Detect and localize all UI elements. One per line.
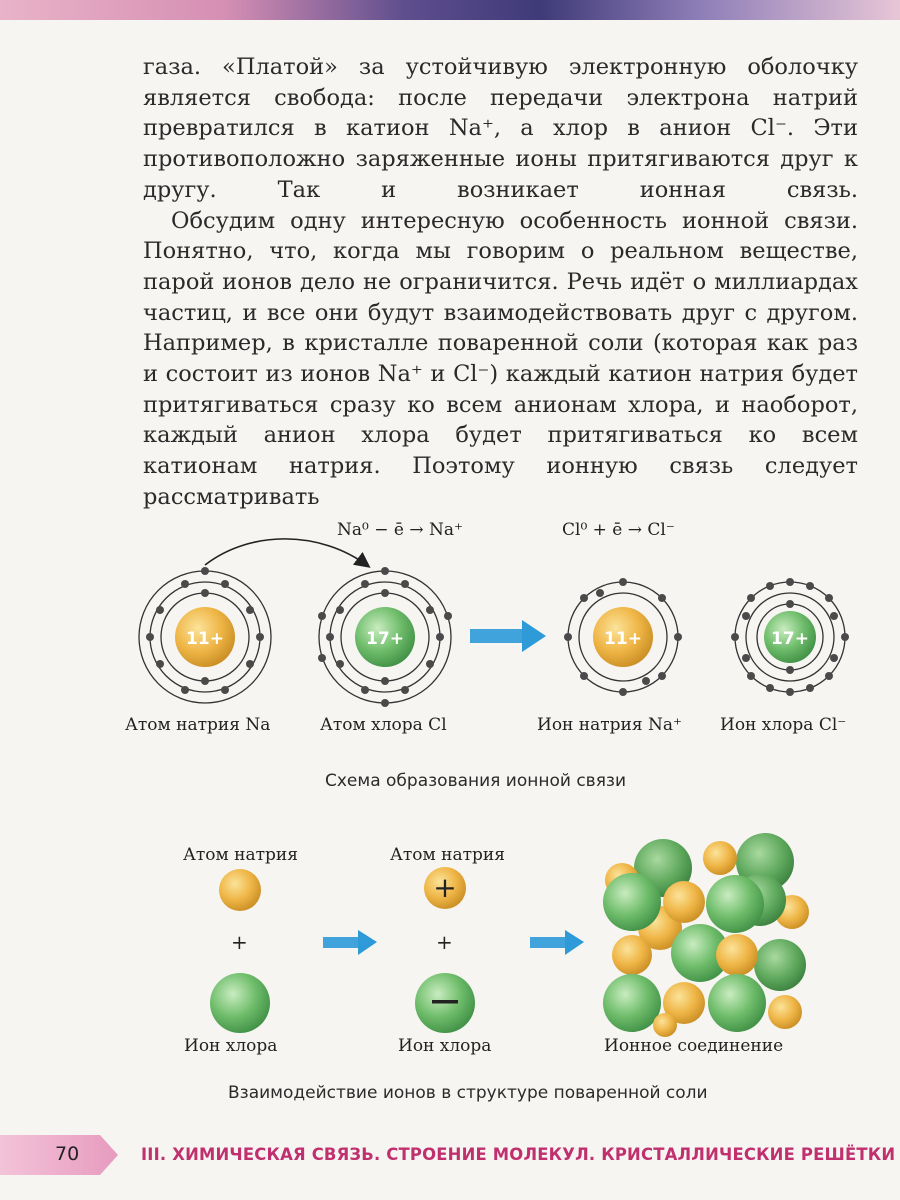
chlorine-ion-ball-1	[210, 973, 270, 1033]
page-number: 70	[55, 1143, 80, 1165]
chlorine-charge: 17+	[366, 629, 404, 649]
reaction-arrow	[323, 930, 377, 955]
sodium-atom-ball	[219, 869, 261, 911]
label-sodium-atom: Атом натрия Na	[125, 715, 271, 735]
chapter-title: III. ХИМИЧЕСКАЯ СВЯЗЬ. СТРОЕНИЕ МОЛЕКУЛ. КРИСТАЛЛИЧЕСКИЕ РЕШЁТКИ	[141, 1145, 896, 1164]
chlorine-equation: Cl⁰ + ē → Cl⁻	[562, 520, 675, 540]
reaction-arrow	[470, 620, 546, 652]
label-chlorine-ion-3: Ион хлора	[398, 1036, 492, 1056]
label-sodium-ion: Ион натрия Na⁺	[537, 715, 682, 735]
sodium-charge: 11+	[186, 629, 224, 649]
reaction-arrow	[530, 930, 584, 955]
sodium-ion-charge: 11+	[604, 629, 642, 649]
label-sodium-atom-2: Атом натрия	[183, 845, 298, 865]
label-ionic-compound: Ионное соединение	[604, 1036, 784, 1056]
plus-sign: +	[231, 930, 248, 954]
electron-transfer-arrow	[205, 539, 368, 566]
chlorine-atom-diagram	[318, 567, 452, 707]
plus-sign: +	[436, 930, 453, 954]
label-chlorine-atom: Атом хлора Cl	[320, 715, 447, 735]
sodium-equation: Na⁰ − ē → Na⁺	[337, 520, 463, 540]
label-chlorine-ion-2: Ион хлора	[184, 1036, 278, 1056]
caption-ionic-bond-scheme: Схема образования ионной связи	[325, 771, 627, 791]
sodium-atom-diagram	[139, 567, 271, 703]
chlorine-ion-charge: 17+	[771, 629, 809, 649]
label-sodium-atom-3: Атом натрия	[390, 845, 505, 865]
label-chlorine-ion: Ион хлора Cl⁻	[720, 715, 847, 735]
crystal-lattice	[603, 833, 809, 1037]
paragraph-2: Обсудим одну интересную особенность ионной связи. Понятно, что, когда мы говорим о реальном веществе, парой ионов дело не ограничится. Речь идёт о миллиардах частиц, и все они будут взаимодействовать друг с другом. Например, в кристалле поваренной соли (которая как раз и состоит из ионов Na⁺ и Cl⁻) каждый катион натрия будет притягиваться сразу ко всем анионам хлора, и наоборот, каждый анион хлора будет притягиваться ко всем катионам натрия. Поэтому ионную связь следует рассматривать	[143, 207, 858, 510]
plus-sign-icon: +	[433, 871, 457, 904]
chlorine-ion-diagram	[731, 578, 849, 696]
sodium-ion-diagram	[564, 578, 682, 696]
minus-sign-icon	[432, 1000, 458, 1004]
paragraph-1: газа. «Платой» за устойчивую электронную оболочку является свобода: после передачи электрона натрий превратился в катион Na⁺, а хлор в анион Cl⁻. Эти противоположно заряженные ионы притягиваются друг к другу. Так и возникает ионная связь.	[143, 54, 858, 203]
caption-salt-structure: Взаимодействие ионов в структуре поваренной соли	[228, 1083, 708, 1103]
